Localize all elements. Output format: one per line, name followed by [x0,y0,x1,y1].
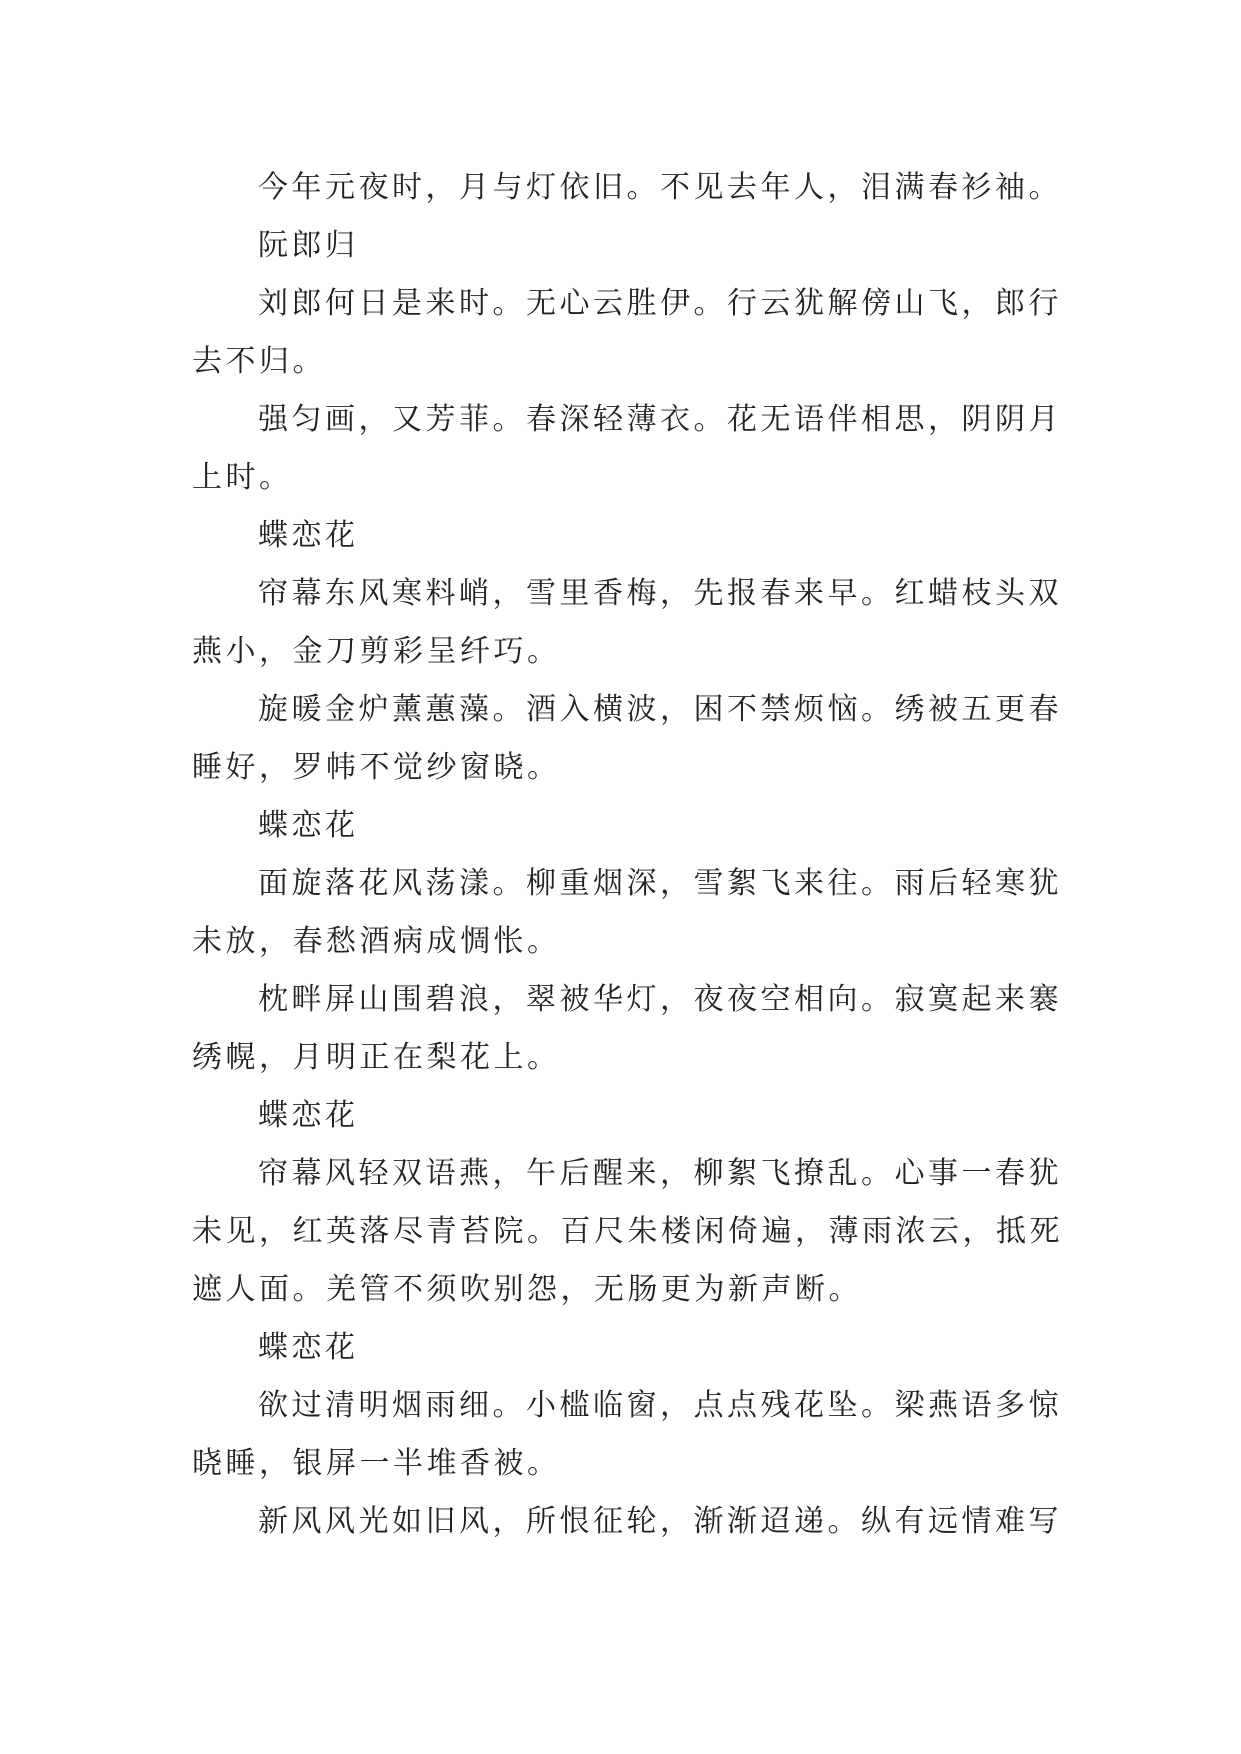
poem-line: 睡好，罗帏不觉纱窗晓。 [192,750,561,785]
poem-line: 去不归。 [192,344,326,379]
poem-line: 旋暖金炉薰蕙藻。酒入横波，困不禁烦恼。绣被五更春 [258,692,1062,727]
poem-line: 帘幕东风寒料峭，雪里香梅，先报春来早。红蜡枝头双 [258,576,1062,611]
poem-line: 晓睡，银屏一半堆香被。 [192,1446,561,1481]
poem-title: 蝶恋花 [258,1330,359,1365]
poem-line: 遮人面。羌管不须吹别怨，无肠更为新声断。 [192,1272,862,1307]
poem-line: 燕小，金刀剪彩呈纤巧。 [192,634,561,669]
poem-line: 刘郎何日是来时。无心云胜伊。行云犹解傍山飞，郎行 [258,286,1062,321]
poem-line: 帘幕风轻双语燕，午后醒来，柳絮飞撩乱。心事一春犹 [258,1156,1062,1191]
poem-title: 蝶恋花 [258,1098,359,1133]
poem-title: 阮郎归 [258,228,359,263]
poem-line: 绣幌，月明正在梨花上。 [192,1040,561,1075]
poem-line: 上时。 [192,460,293,495]
poem-title: 蝶恋花 [258,808,359,843]
poem-line: 枕畔屏山围碧浪，翠被华灯，夜夜空相向。寂寞起来褰 [258,982,1062,1017]
poem-line: 面旋落花风荡漾。柳重烟深，雪絮飞来往。雨后轻寒犹 [258,866,1062,901]
poem-line: 欲过清明烟雨细。小槛临窗，点点残花坠。梁燕语多惊 [258,1388,1062,1423]
poem-line: 未放，春愁酒病成惆怅。 [192,924,561,959]
poem-line: 今年元夜时，月与灯依旧。不见去年人，泪满春衫袖。 [258,170,1062,205]
poem-line: 未见，红英落尽青苔院。百尺朱楼闲倚遍，薄雨浓云，抵死 [192,1214,1063,1249]
poem-line: 强匀画，又芳菲。春深轻薄衣。花无语伴相思，阴阴月 [258,402,1062,437]
poem-line: 新风风光如旧风，所恨征轮，渐渐迢递。纵有远情难写 [258,1504,1062,1539]
poem-title: 蝶恋花 [258,518,359,553]
